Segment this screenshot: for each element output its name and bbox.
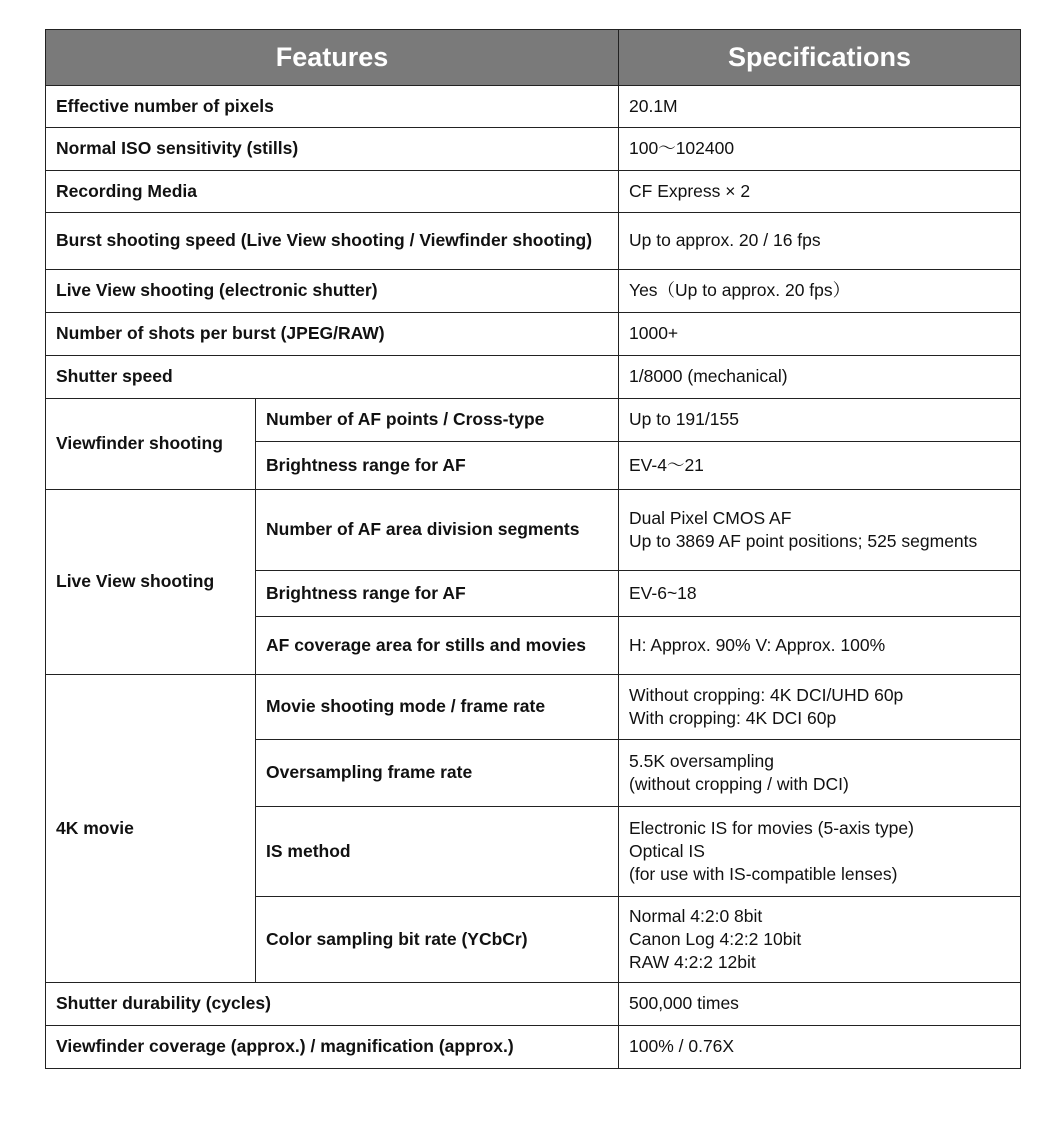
spec-cell: 500,000 times [619,983,1021,1026]
spec-cell: Up to approx. 20 / 16 fps [619,213,1021,270]
table-row [46,213,1021,270]
feature-cell: Viewfinder coverage (approx.) / magnification (approx.) [46,1026,619,1069]
spec-cell: 1000+ [619,313,1021,356]
feature-cell: Oversampling frame rate [256,740,619,807]
feature-cell: Number of AF points / Cross-type [256,399,619,442]
spec-cell: Dual Pixel CMOS AF Up to 3869 AF point positions; 525 segments [619,490,1021,571]
group-cell-4k-movie: 4K movie [46,675,256,983]
table-row [46,490,1021,571]
feature-cell: Live View shooting (electronic shutter) [46,270,619,313]
header-row [46,30,1021,86]
feature-cell: Burst shooting speed (Live View shooting / Viewfinder shooting) [46,213,619,270]
spec-cell: CF Express × 2 [619,171,1021,213]
table-row [46,171,1021,213]
table-row [46,86,1021,128]
spec-cell: 100〜102400 [619,128,1021,171]
spec-cell: H: Approx. 90% V: Approx. 100% [619,617,1021,675]
feature-cell: Normal ISO sensitivity (stills) [46,128,619,171]
feature-cell: Brightness range for AF [256,442,619,490]
feature-cell: Recording Media [46,171,619,213]
feature-cell: IS method [256,807,619,897]
feature-cell: Brightness range for AF [256,571,619,617]
feature-cell: Movie shooting mode / frame rate [256,675,619,740]
table-row [46,983,1021,1026]
table-row [46,399,1021,442]
feature-cell: Number of AF area division segments [256,490,619,571]
feature-cell: Number of shots per burst (JPEG/RAW) [46,313,619,356]
feature-cell: Effective number of pixels [46,86,619,128]
spec-cell: 1/8000 (mechanical) [619,356,1021,399]
feature-cell: Shutter durability (cycles) [46,983,619,1026]
table-row [46,270,1021,313]
table-row [46,313,1021,356]
spec-table [45,29,1021,1069]
group-cell-live-view-shooting: Live View shooting [46,490,256,675]
spec-cell: Electronic IS for movies (5-axis type) Optical IS (for use with IS-compatible lenses) [619,807,1021,897]
specifications-header: Specifications [619,30,1021,86]
table-row [46,1026,1021,1069]
spec-cell: Normal 4:2:0 8bit Canon Log 4:2:2 10bit RAW 4:2:2 12bit [619,897,1021,983]
table-row [46,675,1021,740]
spec-cell: EV-6~18 [619,571,1021,617]
spec-cell: 100% / 0.76X [619,1026,1021,1069]
feature-cell: AF coverage area for stills and movies [256,617,619,675]
spec-cell: 5.5K oversampling (without cropping / with DCI) [619,740,1021,807]
spec-cell: EV-4〜21 [619,442,1021,490]
spec-cell: 20.1M [619,86,1021,128]
spec-cell: Up to 191/155 [619,399,1021,442]
spec-cell: Without cropping: 4K DCI/UHD 60p With cropping: 4K DCI 60p [619,675,1021,740]
features-header: Features [46,30,619,86]
table-row [46,356,1021,399]
feature-cell: Color sampling bit rate (YCbCr) [256,897,619,983]
group-cell-viewfinder-shooting: Viewfinder shooting [46,399,256,490]
spec-cell: Yes（Up to approx. 20 fps） [619,270,1021,313]
feature-cell: Shutter speed [46,356,619,399]
table-row [46,128,1021,171]
